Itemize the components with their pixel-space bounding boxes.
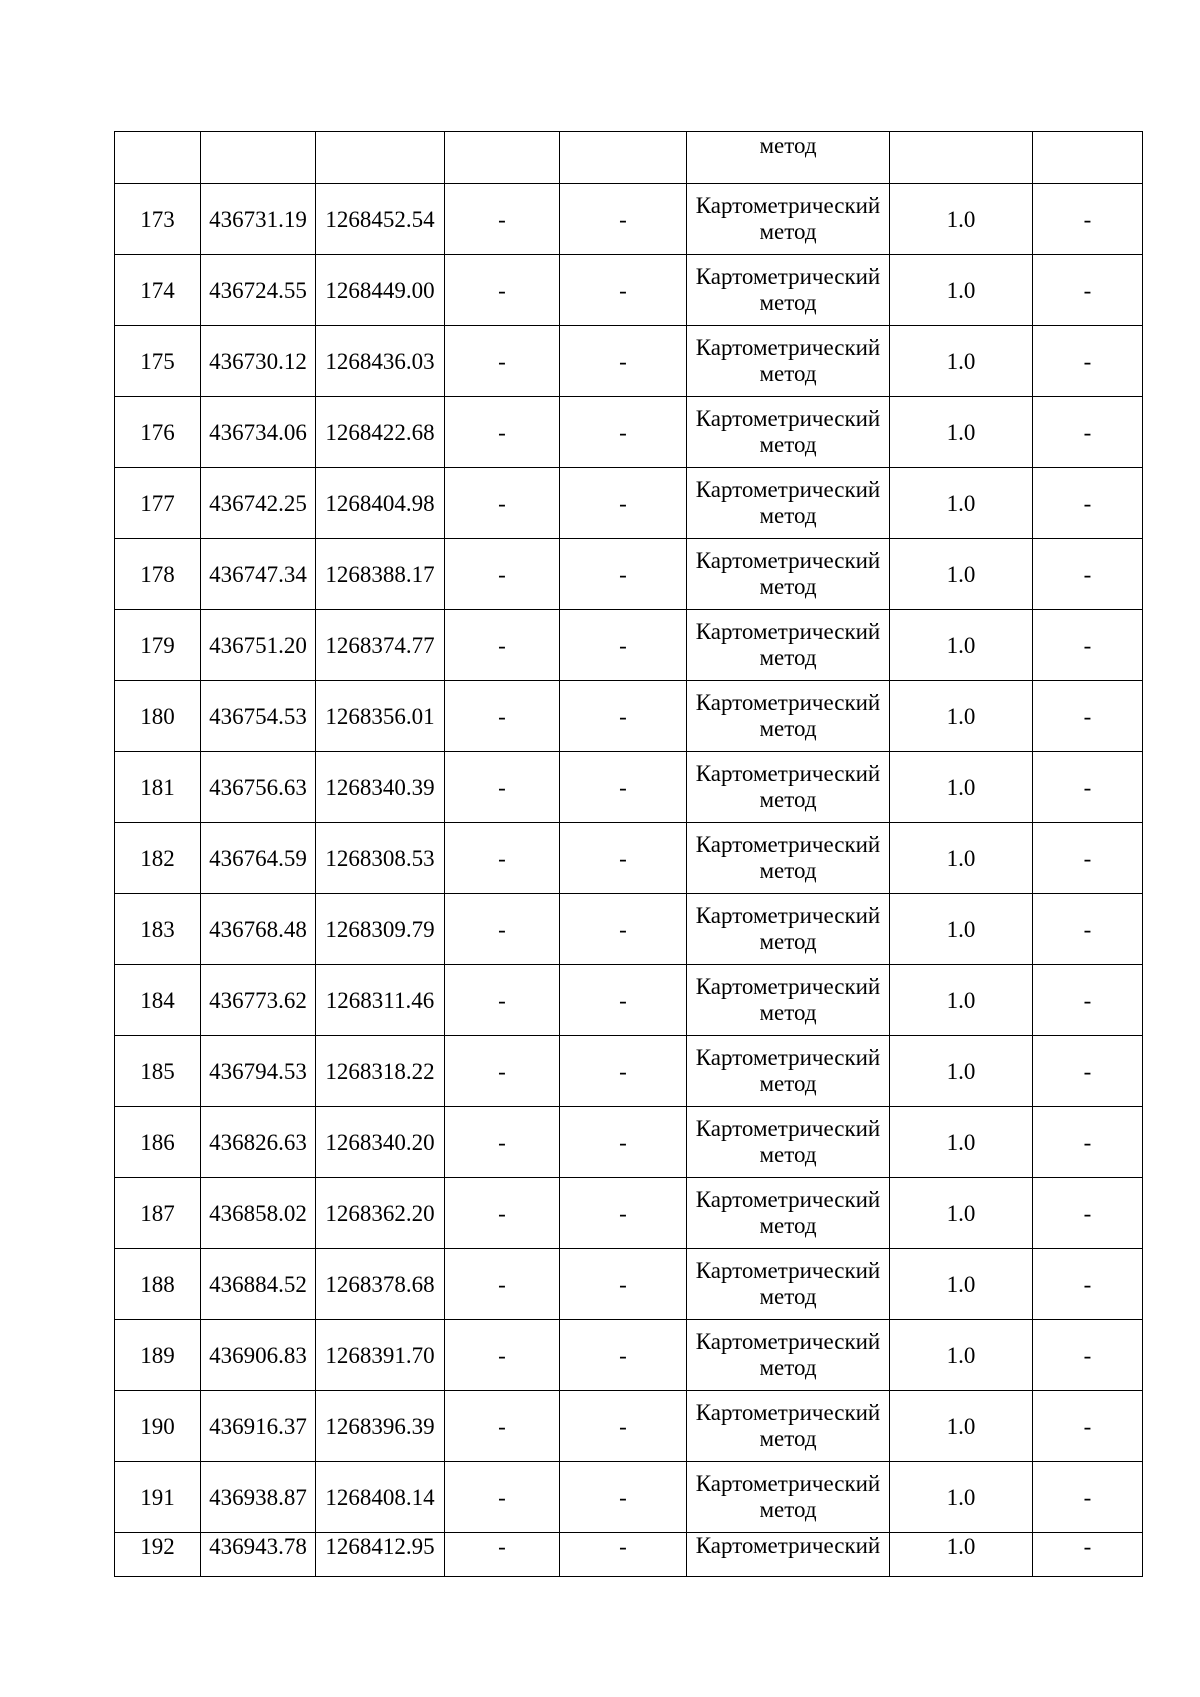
cell-num: 190 xyxy=(115,1391,201,1462)
cell-c4: - xyxy=(445,1320,560,1391)
cell-precision: 1.0 xyxy=(890,681,1033,752)
method-line-1: Картометрический xyxy=(695,1329,881,1354)
cell-c4: - xyxy=(445,610,560,681)
cell-method xyxy=(687,326,890,397)
cell-c9: - xyxy=(1033,1036,1143,1107)
method-line-1: Картометрический xyxy=(695,1258,881,1283)
cell-c4: - xyxy=(445,1533,560,1577)
method-line-2: метод xyxy=(759,1000,817,1025)
cell-c5 xyxy=(560,132,687,184)
cell-c5: - xyxy=(560,1249,687,1320)
cell-c5: - xyxy=(560,894,687,965)
cell-y: 1268391.70 xyxy=(316,1320,445,1391)
cell-x xyxy=(201,132,316,184)
cell-c5: - xyxy=(560,255,687,326)
cell-x: 436742.25 xyxy=(201,468,316,539)
cell-c9: - xyxy=(1033,823,1143,894)
table-row xyxy=(115,1320,1143,1391)
cell-precision: 1.0 xyxy=(890,184,1033,255)
cell-num: 175 xyxy=(115,326,201,397)
method-line-2: метод xyxy=(759,787,817,812)
cell-y: 1268318.22 xyxy=(316,1036,445,1107)
cell-x: 436730.12 xyxy=(201,326,316,397)
cell-num: 174 xyxy=(115,255,201,326)
cell-y: 1268449.00 xyxy=(316,255,445,326)
cell-c4: - xyxy=(445,184,560,255)
method-line-1: Картометрический xyxy=(695,406,881,431)
method-line-1: Картометрический xyxy=(695,903,881,928)
cell-c9: - xyxy=(1033,1107,1143,1178)
cell-c9: - xyxy=(1033,1462,1143,1533)
cell-x: 436768.48 xyxy=(201,894,316,965)
cell-precision: 1.0 xyxy=(890,468,1033,539)
cell-y: 1268436.03 xyxy=(316,326,445,397)
cell-num: 177 xyxy=(115,468,201,539)
table-row xyxy=(115,1249,1143,1320)
method-line-1: Картометрический xyxy=(695,832,881,857)
cell-precision: 1.0 xyxy=(890,894,1033,965)
coordinates-table xyxy=(114,131,1143,1577)
cell-x: 436754.53 xyxy=(201,681,316,752)
method-line-2: метод xyxy=(759,858,817,883)
table-row xyxy=(115,1178,1143,1249)
cell-c5: - xyxy=(560,965,687,1036)
method-line-2: метод xyxy=(759,503,817,528)
cell-c9: - xyxy=(1033,1178,1143,1249)
method-line-2: метод xyxy=(759,1497,817,1522)
cell-c5: - xyxy=(560,752,687,823)
table-row xyxy=(115,894,1143,965)
cell-num: 187 xyxy=(115,1178,201,1249)
cell-num: 179 xyxy=(115,610,201,681)
cell-method xyxy=(687,610,890,681)
cell-num: 191 xyxy=(115,1462,201,1533)
cell-c4: - xyxy=(445,752,560,823)
cell-x: 436938.87 xyxy=(201,1462,316,1533)
cell-c4: - xyxy=(445,1036,560,1107)
cell-c9: - xyxy=(1033,184,1143,255)
cell-y: 1268356.01 xyxy=(316,681,445,752)
method-line-1: Картометрический xyxy=(695,761,881,786)
cell-precision: 1.0 xyxy=(890,1178,1033,1249)
cell-c4: - xyxy=(445,326,560,397)
cell-c9 xyxy=(1033,132,1143,184)
cell-y: 1268404.98 xyxy=(316,468,445,539)
cell-x: 436794.53 xyxy=(201,1036,316,1107)
cell-method xyxy=(687,894,890,965)
cell-precision: 1.0 xyxy=(890,1320,1033,1391)
cell-x: 436756.63 xyxy=(201,752,316,823)
cell-c9: - xyxy=(1033,1249,1143,1320)
cell-method xyxy=(687,1462,890,1533)
cell-num: 184 xyxy=(115,965,201,1036)
table-row xyxy=(115,326,1143,397)
cell-precision: 1.0 xyxy=(890,1533,1033,1577)
cell-c9: - xyxy=(1033,965,1143,1036)
cell-c5: - xyxy=(560,468,687,539)
table-row xyxy=(115,539,1143,610)
cell-y: 1268412.95 xyxy=(316,1533,445,1577)
table-row xyxy=(115,184,1143,255)
cell-precision: 1.0 xyxy=(890,752,1033,823)
cell-precision: 1.0 xyxy=(890,1107,1033,1178)
cell-c4: - xyxy=(445,539,560,610)
method-line-2: метод xyxy=(759,432,817,457)
cell-precision: 1.0 xyxy=(890,255,1033,326)
cell-num xyxy=(115,132,201,184)
cell-num: 188 xyxy=(115,1249,201,1320)
method-line-2: метод xyxy=(759,1071,817,1096)
cell-method xyxy=(687,1533,890,1577)
cell-x: 436826.63 xyxy=(201,1107,316,1178)
cell-y: 1268308.53 xyxy=(316,823,445,894)
cell-c9: - xyxy=(1033,468,1143,539)
method-line-2: метод xyxy=(759,574,817,599)
cell-num: 183 xyxy=(115,894,201,965)
cell-c4: - xyxy=(445,965,560,1036)
table-body xyxy=(115,132,1143,1577)
cell-precision: 1.0 xyxy=(890,610,1033,681)
cell-y: 1268408.14 xyxy=(316,1462,445,1533)
cell-precision: 1.0 xyxy=(890,965,1033,1036)
table-row xyxy=(115,681,1143,752)
cell-num: 189 xyxy=(115,1320,201,1391)
cell-c5: - xyxy=(560,1320,687,1391)
cell-method xyxy=(687,1391,890,1462)
cell-c4: - xyxy=(445,1178,560,1249)
cell-c5: - xyxy=(560,681,687,752)
cell-c9: - xyxy=(1033,610,1143,681)
cell-num: 180 xyxy=(115,681,201,752)
cell-y: 1268422.68 xyxy=(316,397,445,468)
cell-x: 436906.83 xyxy=(201,1320,316,1391)
method-line-2: метод xyxy=(759,1142,817,1167)
cell-c9: - xyxy=(1033,255,1143,326)
cell-x: 436734.06 xyxy=(201,397,316,468)
method-line-2: метод xyxy=(759,361,817,386)
table-row xyxy=(115,1107,1143,1178)
cell-y: 1268378.68 xyxy=(316,1249,445,1320)
cell-method xyxy=(687,255,890,326)
method-line-2: метод xyxy=(759,219,817,244)
cell-c9: - xyxy=(1033,326,1143,397)
cell-method xyxy=(687,1036,890,1107)
cell-c5: - xyxy=(560,1036,687,1107)
cell-precision: 1.0 xyxy=(890,1036,1033,1107)
cell-c5: - xyxy=(560,823,687,894)
method-line-1: Картометрический xyxy=(695,1116,881,1141)
method-line-1: Картометрический xyxy=(695,477,881,502)
method-line-2: метод xyxy=(759,1355,817,1380)
cell-precision: 1.0 xyxy=(890,326,1033,397)
cell-method xyxy=(687,965,890,1036)
method-line-1: Картометрический xyxy=(695,335,881,360)
cell-c5: - xyxy=(560,1391,687,1462)
cell-precision: 1.0 xyxy=(890,1391,1033,1462)
cell-c9: - xyxy=(1033,397,1143,468)
method-line-1: Картометрический xyxy=(695,690,881,715)
cell-x: 436916.37 xyxy=(201,1391,316,1462)
table-row xyxy=(115,965,1143,1036)
method-line-2: метод xyxy=(759,1284,817,1309)
method-line-1: Картометрический xyxy=(695,1400,881,1425)
cell-c9: - xyxy=(1033,1320,1143,1391)
cell-y: 1268340.39 xyxy=(316,752,445,823)
cell-y: 1268452.54 xyxy=(316,184,445,255)
cell-x: 436747.34 xyxy=(201,539,316,610)
cell-num: 173 xyxy=(115,184,201,255)
method-line-2: метод xyxy=(759,1213,817,1238)
method-line-1: Картометрический xyxy=(695,264,881,289)
cell-method xyxy=(687,681,890,752)
method-line-1: Картометрический xyxy=(695,193,881,218)
cell-precision: 1.0 xyxy=(890,539,1033,610)
cell-precision: 1.0 xyxy=(890,397,1033,468)
cell-method xyxy=(687,1107,890,1178)
table-row-last xyxy=(115,1533,1143,1577)
cell-c9: - xyxy=(1033,1533,1143,1577)
table-row xyxy=(115,397,1143,468)
cell-num: 182 xyxy=(115,823,201,894)
cell-x: 436858.02 xyxy=(201,1178,316,1249)
table-row xyxy=(115,1036,1143,1107)
cell-c5: - xyxy=(560,1178,687,1249)
cell-c4: - xyxy=(445,681,560,752)
cell-c5: - xyxy=(560,539,687,610)
cell-y: 1268309.79 xyxy=(316,894,445,965)
cell-c9: - xyxy=(1033,539,1143,610)
cell-y: 1268362.20 xyxy=(316,1178,445,1249)
cell-method xyxy=(687,1320,890,1391)
cell-c4: - xyxy=(445,468,560,539)
cell-method-continuation: метод xyxy=(687,132,890,184)
cell-precision: 1.0 xyxy=(890,1249,1033,1320)
table-row xyxy=(115,752,1143,823)
cell-precision: 1.0 xyxy=(890,823,1033,894)
cell-c5: - xyxy=(560,397,687,468)
cell-c5: - xyxy=(560,184,687,255)
cell-c9: - xyxy=(1033,1391,1143,1462)
cell-y: 1268340.20 xyxy=(316,1107,445,1178)
cell-c4: - xyxy=(445,1462,560,1533)
cell-num: 176 xyxy=(115,397,201,468)
cell-method xyxy=(687,823,890,894)
cell-c4: - xyxy=(445,1249,560,1320)
cell-x: 436764.59 xyxy=(201,823,316,894)
cell-num: 192 xyxy=(115,1533,201,1577)
cell-c5: - xyxy=(560,326,687,397)
cell-x: 436724.55 xyxy=(201,255,316,326)
cell-x: 436773.62 xyxy=(201,965,316,1036)
cell-c4: - xyxy=(445,823,560,894)
method-line-1: Картометрический xyxy=(695,548,881,573)
method-line-1: Картометрический xyxy=(695,974,881,999)
cell-method xyxy=(687,1249,890,1320)
cell-c4: - xyxy=(445,397,560,468)
method-line-2: метод xyxy=(759,929,817,954)
cell-c4: - xyxy=(445,255,560,326)
method-line-2: метод xyxy=(759,290,817,315)
cell-c5: - xyxy=(560,1533,687,1577)
cell-y: 1268311.46 xyxy=(316,965,445,1036)
cell-num: 185 xyxy=(115,1036,201,1107)
cell-c9: - xyxy=(1033,752,1143,823)
table-row xyxy=(115,1391,1143,1462)
cell-y: 1268388.17 xyxy=(316,539,445,610)
cell-precision xyxy=(890,132,1033,184)
cell-c9: - xyxy=(1033,681,1143,752)
cell-c4 xyxy=(445,132,560,184)
method-line-1: Картометрический xyxy=(695,1187,881,1212)
table-row xyxy=(115,255,1143,326)
cell-precision: 1.0 xyxy=(890,1462,1033,1533)
cell-c4: - xyxy=(445,894,560,965)
cell-method xyxy=(687,397,890,468)
table-row xyxy=(115,1462,1143,1533)
cell-c5: - xyxy=(560,1462,687,1533)
cell-method xyxy=(687,184,890,255)
continuation-row xyxy=(115,132,1143,184)
cell-num: 178 xyxy=(115,539,201,610)
cell-x: 436751.20 xyxy=(201,610,316,681)
method-line-2: метод xyxy=(759,645,817,670)
method-line-1: Картометрический xyxy=(695,619,881,644)
cell-method xyxy=(687,1178,890,1249)
cell-c9: - xyxy=(1033,894,1143,965)
method-line-2: метод xyxy=(759,716,817,741)
cell-c4: - xyxy=(445,1107,560,1178)
cell-y: 1268374.77 xyxy=(316,610,445,681)
cell-num: 181 xyxy=(115,752,201,823)
cell-y: 1268396.39 xyxy=(316,1391,445,1462)
method-line-2: метод xyxy=(759,1426,817,1451)
cell-c5: - xyxy=(560,610,687,681)
cell-method xyxy=(687,752,890,823)
cell-x: 436884.52 xyxy=(201,1249,316,1320)
table-row xyxy=(115,823,1143,894)
table-row xyxy=(115,610,1143,681)
cell-x: 436731.19 xyxy=(201,184,316,255)
method-line-1: Картометрический xyxy=(695,1045,881,1070)
cell-method xyxy=(687,468,890,539)
cell-x: 436943.78 xyxy=(201,1533,316,1577)
cell-c4: - xyxy=(445,1391,560,1462)
table-row xyxy=(115,468,1143,539)
cell-method xyxy=(687,539,890,610)
method-line-1: Картометрический xyxy=(695,1471,881,1496)
cell-num: 186 xyxy=(115,1107,201,1178)
cell-y xyxy=(316,132,445,184)
cell-c5: - xyxy=(560,1107,687,1178)
method-line-1: Картометрический xyxy=(695,1533,881,1558)
